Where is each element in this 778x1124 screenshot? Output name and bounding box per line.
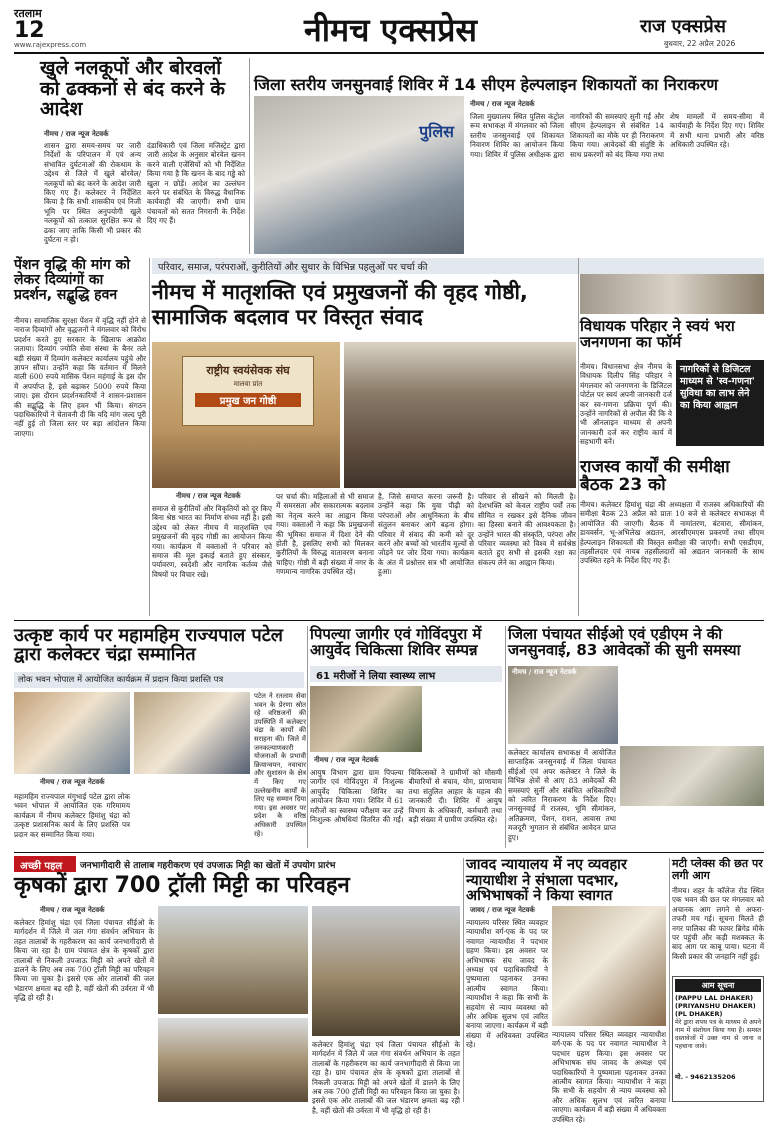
paper-title: नीमच एक्सप्रेस bbox=[304, 11, 478, 49]
police-badge-label: पुलिस bbox=[419, 122, 454, 141]
notice-line2: (PRIYANSHU DHAKER) bbox=[675, 1002, 756, 1010]
story9-headline: जिला पंचायत सीईओ एवं एडीएम ने की जनसुनवाई, 83 आवेदकों की सुनी समस्या bbox=[508, 625, 741, 660]
notice-body: मेरे द्वारा शपथ पत्र के माध्यम से अपने नाम में संशोधन किया गया है। समस्त दस्तावेजों में उक्त नाम से जाना व पहचाना जावे। bbox=[675, 1019, 761, 1050]
story9-body: कलेक्टर कार्यालय सभाकक्ष में आयोजित साप्ताहिक जनसुनवाई में जिला पंचायत सीईओ एवं अपर कलेक्टर ने जिले के विभिन्न क्षेत्रों से आए 83 आवेदकों की समस्याएं सुनीं और संबंधित अधिकारियों को त्वरित निराकरण के निर्देश दिए। जनसुनवाई में राजस्व, भूमि सीमांकन, अतिक्रमण, पेंशन, राशन, आवास तथा मजदूरी भुगतान से संबंधित आवेदन प्राप्त हुए। bbox=[508, 748, 616, 842]
story10-byline: नीमच / राज न्यूज नेटवर्क bbox=[40, 906, 105, 914]
story8-subhead: 61 मरीजों ने लिया स्वास्थ्य लाभ bbox=[310, 666, 502, 682]
story5-photo bbox=[580, 274, 764, 314]
story4-headline: नीमच में मातृशक्ति एवं प्रमुखजनों की वृहद गोष्ठी, सामाजिक बदलाव पर विस्तृत संवाद bbox=[152, 280, 528, 329]
masthead bbox=[14, 4, 764, 50]
divider bbox=[505, 626, 506, 848]
story1-body-a: शासन द्वारा समय-समय पर जारी निर्देशों के परिपालन में एवं अन्य संभावित दुर्घटनाओं की रोकथाम के उद्देश्य से जिले में खुले बोरवेल/नलकूपों को बंद करने के आदेश जारी किए गए हैं। कलेक्टर ने निर्देशित किया है कि सभी शासकीय एवं निजी भूमि पर स्थित अनुपयोगी खुले नलकूपों को तत्काल सुरक्षित रूप से ढका जाए ताकि किसी भी प्रकार की दुर्घटना न हो। bbox=[44, 141, 141, 245]
story2-body: जिला मुख्यालय स्थित पुलिस कंट्रोल रूम सभाकक्ष में मंगलवार को जिला स्तरीय जनसुनवाई एवं शिकायत निवारण शिविर का आयोजन किया गया। शिविर में पुलिस अधीक्षक द्वारा नागरिकों की समस्याएं सुनी गईं और सीएम हेल्पलाइन से संबंधित 14 शिकायतों का मौके पर ही निराकरण किया गया। आवेदकों की संतुष्टि के साथ प्रकरणों को बंद किया गया तथा शेष मामलों में समय-सीमा में कार्यवाही के निर्देश दिए गए। शिविर में सभी थाना प्रभारी और वरिष्ठ अधिकारी उपस्थित रहे। bbox=[470, 112, 764, 159]
story1-byline: नीमच / राज न्यूज नेटवर्क bbox=[44, 130, 109, 138]
story5-headline: विधायक परिहार ने स्वयं भरा जनगणना का फॉर्म bbox=[580, 317, 735, 352]
masthead-city: रतलाम bbox=[14, 7, 42, 20]
event-banner bbox=[182, 356, 314, 426]
story10-photo-1 bbox=[158, 906, 308, 1014]
website: www.rajexpress.com bbox=[14, 41, 87, 49]
public-notice bbox=[672, 976, 764, 1102]
story6-headline: राजस्व कार्यों की समीक्षा बैठक 23 को bbox=[580, 457, 730, 496]
divider bbox=[669, 858, 670, 1102]
divider bbox=[307, 626, 308, 848]
section-rule-low bbox=[14, 852, 764, 853]
story9-byline: नीमच / राज न्यूज नेटवर्क bbox=[512, 668, 577, 676]
story4-col3: है, जिसे समाप्त करना जरूरी है। उन्होंने कहा कि युवा पीढ़ी को परंपराओं और आधुनिकता के बीच संतुलन बनाकर आगे बढ़ना होगा। परिवार में संवाद की कमी को दूर करने और बच्चों को भारतीय मूल्यों से जोड़ने पर जोर दिया गया। कार्यक्रम के अंत में प्रश्नोत्तर सत्र भी आयोजित हुआ। bbox=[378, 492, 474, 577]
story8-byline: नीमच / राज न्यूज नेटवर्क bbox=[314, 756, 379, 764]
divider bbox=[578, 258, 579, 616]
story4-col2: पर चर्चा की। महिलाओं से भी समाज में समरसता और सकारात्मक बदलाव का नेतृत्व करने का आह्वान किया गया। वक्ताओं ने कहा कि प्रमुखजनों की भूमिका समाज में दिशा देने की होती है, इसलिए सभी को मिलकर कुरीतियों के विरुद्ध वातावरण बनाना चाहिए। गोष्ठी में बड़ी संख्या में नगर के गणमान्य नागरिक उपस्थित रहे। bbox=[276, 492, 374, 577]
story12-headline: मटी प्लेक्स की छत पर लगी आग bbox=[672, 857, 763, 882]
story9-photo-2 bbox=[620, 746, 764, 806]
story5-callout bbox=[676, 360, 764, 446]
banner-line2: मालवा प्रांत bbox=[233, 380, 263, 388]
story11-body: न्यायालय परिसर स्थित व्यवहार न्यायाधीश वर्ग-एक के पद पर नवागत न्यायाधीश ने पदभार ग्रहण किया। इस अवसर पर अभिभाषक संघ जावद के अध्यक्ष एवं पदाधिकारियों ने पुष्पमाला पहनाकर उनका आत्मीय स्वागत किया। न्यायाधीश ने कहा कि सभी के सहयोग से न्याय व्यवस्था को और अधिक सुलभ एवं त्वरित बनाया जाएगा। कार्यक्रम में बड़ी संख्या में अधिवक्ता उपस्थित रहे। bbox=[466, 918, 548, 1050]
story10-photo-2 bbox=[158, 1018, 308, 1102]
banner-line1: राष्ट्रीय स्वयंसेवक संघ bbox=[206, 364, 290, 377]
divider bbox=[463, 858, 464, 1102]
brand-name: राज एक्सप्रेस bbox=[640, 16, 726, 37]
good-initiative-tag: अच्छी पहल bbox=[14, 856, 76, 872]
story7-headline: उत्कृष्ट कार्य पर महामहिम राज्यपाल पटेल द्वारा कलेक्टर चंद्रा सम्मानित bbox=[14, 625, 283, 666]
story4-photo-audience bbox=[344, 342, 576, 488]
section-rule-mid bbox=[14, 620, 764, 621]
story8-headline: पिपल्या जागीर एवं गोविंदपुरा में आयुर्वेद चिकित्सा शिविर सम्पन्न bbox=[310, 625, 482, 660]
story4-col4: परिवार से सीखने को मिलती है। देशभक्ति को केवल राष्ट्रीय पर्वों तक सीमित न रखकर इसे दैनिक जीवन का हिस्सा बनाने की आवश्यकता है। उन्होंने भारत की संस्कृति, परंपरा और परिवार व्यवस्था को विश्व में सर्वश्रेष्ठ बताते हुए सभी से इसकी रक्षा का संकल्प लेने का आह्वान किया। bbox=[478, 492, 576, 567]
story8-body: आयुष विभाग द्वारा ग्राम पिपल्या जागीर एवं गोविंदपुरा में निःशुल्क आयुर्वेद चिकित्सा शिविर का आयोजन किया गया। शिविर में 61 मरीजों का स्वास्थ्य परीक्षण कर उन्हें निःशुल्क औषधियां वितरित की गईं। चिकित्सकों ने ग्रामीणों को मौसमी बीमारियों से बचाव, योग, प्राणायाम तथा संतुलित आहार के महत्व की जानकारी दी। शिविर में आयुष विभाग के अधिकारी, कर्मचारी तथा बड़ी संख्या में ग्रामीण उपस्थित रहे। bbox=[310, 768, 502, 825]
story7-photo-1 bbox=[14, 692, 130, 774]
story10-kicker: जनभागीदारी से तालाब गहरीकरण एवं उपजाऊ मिट्टी का खेतों में उपयोग प्रारंभ bbox=[80, 861, 336, 871]
story4-byline: नीमच / राज न्यूज नेटवर्क bbox=[176, 492, 241, 500]
story7-photo-2 bbox=[134, 692, 250, 774]
story5-callout-text: नागरिकों से डिजिटल माध्यम से 'स्व-गणना' सुविधा का लाभ लेने का किया आह्वान bbox=[680, 364, 755, 411]
story7-body-a: महामहिम राज्यपाल मंगुभाई पटेल द्वारा लोक भवन भोपाल में आयोजित एक गरिमामय कार्यक्रम में नीमच कलेक्टर हिमांशु चंद्रा को उत्कृष्ट प्रशासनिक कार्य के लिए प्रशस्ति पत्र प्रदान कर सम्मानित किया गया। bbox=[14, 792, 130, 839]
story2-photo bbox=[254, 96, 464, 254]
story11-body-cont: न्यायालय परिसर स्थित व्यवहार न्यायाधीश वर्ग-एक के पद पर नवागत न्यायाधीश ने पदभार ग्रहण किया। इस अवसर पर अभिभाषक संघ जावद के अध्यक्ष एवं पदाधिकारियों ने पुष्पमाला पहनाकर उनका आत्मीय स्वागत किया। न्यायाधीश ने कहा कि सभी के सहयोग से न्याय व्यवस्था को और अधिक सुलभ एवं त्वरित बनाया जाएगा। कार्यक्रम में बड़ी संख्या में अधिवक्ता उपस्थित रहे। bbox=[552, 1030, 666, 1124]
story10-photo-3 bbox=[312, 906, 460, 1036]
story3-body: नीमच। सामाजिक सुरक्षा पेंशन में वृद्धि नहीं होने से नाराज दिव्यांगों और वृद्धजनों ने मंगलवार को विरोध प्रदर्शन करते हुए सरकार के खिलाफ आक्रोश जताया। दिव्यांग ज्योति सेवा संस्था के बैनर तले बड़ी संख्या में दिव्यांग कलेक्टर कार्यालय पहुंचे और ज्ञापन सौंपा। उन्होंने कहा कि वर्तमान में मिलने वाली 600 रुपये मासिक पेंशन महंगाई के इस दौर में अपर्याप्त है, इसे बढ़ाकर 5000 रुपये किया जाए। इस दौरान प्रदर्शनकारियों ने शासन-प्रशासन की सद्बुद्धि के लिए हवन भी किया। संगठन पदाधिकारियों ने चेतावनी दी कि यदि मांग जल्द पूरी नहीं हुई तो जिला स्तर पर बड़ा आंदोलन किया जाएगा। bbox=[14, 316, 146, 438]
story4-col1: समाज से कुरीतियों और विकृतियों को दूर किए बिना श्रेष्ठ भारत का निर्माण संभव नहीं है। इसी उद्देश्य को लेकर नीमच में मातृशक्ति एवं प्रमुखजनों की वृहद गोष्ठी का आयोजन किया गया। कार्यक्रम में वक्ताओं ने परिवार को समाज की मूल इकाई बताते हुए संस्कार, पर्यावरण, स्वदेशी और नागरिक कर्तव्य जैसे विषयों पर विचार रखे। bbox=[152, 504, 272, 579]
banner-line3: प्रमुख जन गोष्ठी bbox=[195, 393, 301, 407]
story7-body-b: पटेल ने रतलाम सेवा भवन के प्रेरणा स्रोत रहे वरिष्ठजनों की उपस्थिति में कलेक्टर चंद्रा के कार्यों की सराहना की। जिले में जनकल्याणकारी योजनाओं के प्रभावी क्रियान्वयन, नवाचार और सुशासन के क्षेत्र में किए गए उल्लेखनीय कार्यों के लिए यह सम्मान दिया गया। इस अवसर पर प्रदेश के वरिष्ठ अधिकारी उपस्थित रहे। bbox=[254, 692, 306, 838]
story11-byline: जावद / राज न्यूज नेटवर्क bbox=[470, 906, 535, 914]
notice-line3: (PL DHAKER) bbox=[675, 1010, 723, 1018]
story2-headline: जिला स्तरीय जनसुनवाई शिविर में 14 सीएम हेल्पलाइन शिकायतों का निराकरण bbox=[254, 75, 718, 94]
notice-phone: मो. - 9462135206 bbox=[675, 1073, 736, 1081]
story8-photo bbox=[310, 686, 422, 752]
story10-body-cont: कलेक्टर हिमांशु चंद्रा एवं जिला पंचायत सीईओ के मार्गदर्शन में जिले में जल गंगा संवर्धन अभियान के तहत तालाबों के गहरीकरण का कार्य जनभागीदारी से किया जा रहा है। ग्राम पंचायत क्षेत्र के कृषकों द्वारा तालाबों से निकली उपजाऊ मिट्टी को अपने खेतों में डालने के लिए अब तक 700 ट्रॉली मिट्टी का परिवहन किया जा चुका है। इससे एक ओर तालाबों की जल भंडारण क्षमता बढ़ रही है, वहीं खेतों की उर्वरता में भी वृद्धि हो रही है। bbox=[312, 1040, 460, 1115]
story7-tagline: लोक भवन भोपाल में आयोजित कार्यक्रम में प्रदान किया प्रशस्ति पत्र bbox=[14, 672, 304, 688]
issue-date: बुधवार, 22 अप्रैल 2026 bbox=[664, 39, 736, 48]
story6-body: नीमच। कलेक्टर हिमांशु चंद्रा की अध्यक्षता में राजस्व अधिकारियों की समीक्षा बैठक 23 अप्रैल को प्रातः 10 बजे से कलेक्टर सभाकक्ष में आयोजित की जाएगी। बैठक में नामांतरण, बंटवारा, सीमांकन, डायवर्सन, भू-अभिलेख अद्यतन, आरसीएमएस प्रकरणों तथा सीएम हेल्पलाइन शिकायतों की विस्तृत समीक्षा की जाएगी। सभी एसडीएम, तहसीलदार एवं नायब तहसीलदारों को अद्यतन जानकारी के साथ उपस्थित रहने के निर्देश दिए गए हैं। bbox=[580, 500, 764, 566]
page-number: 12 bbox=[14, 18, 45, 43]
story11-photo bbox=[552, 906, 666, 1026]
story10-headline: कृषकों द्वारा 700 ट्रॉली मिट्टी का परिवहन bbox=[14, 873, 350, 898]
story5-body: नीमच। विधानसभा क्षेत्र नीमच के विधायक दिलीप सिंह परिहार ने मंगलवार को जनगणना के डिजिटल पोर्टल पर स्वयं अपनी जानकारी दर्ज कर स्व-गणना प्रक्रिया पूर्ण की। उन्होंने नागरिकों से अपील की कि वे भी ऑनलाइन माध्यम से अपनी जानकारी दर्ज कर राष्ट्रीय कार्य में सहभागी बनें। bbox=[580, 362, 672, 447]
story1-body-b: दंडाधिकारी एवं जिला मजिस्ट्रेट द्वारा जारी आदेश के अनुसार बोरवेल खनन करने वाली एजेंसियों को भी निर्देशित किया गया है कि खनन के बाद गड्ढे को खुला न छोड़ें। आदेश का उल्लंघन करने पर संबंधित के विरुद्ध वैधानिक कार्यवाही की जाएगी। सभी ग्राम पंचायतों को सतत निगरानी के निर्देश दिए गए हैं। bbox=[147, 141, 245, 226]
story9-photo-1 bbox=[508, 666, 618, 744]
story11-headline: जावद न्यायालय में नए व्यवहार न्यायाधीश ने संभाला पदभार, अभिभाषकों ने किया स्वागत bbox=[466, 857, 627, 905]
discussion-tagline: परिवार, समाज, परंपराओं, कुरीतियों और सुधार के विभिन्न पहलुओं पर चर्चा की bbox=[152, 258, 764, 274]
story2-byline: नीमच / राज न्यूज नेटवर्क bbox=[470, 100, 535, 108]
divider bbox=[149, 258, 150, 616]
story4-photo-stage bbox=[152, 342, 340, 488]
story12-body: नीमच। शहर के कॉलेज रोड स्थित एक भवन की छत पर मंगलवार को अचानक आग लगने से अफरा-तफरी मच गई। सूचना मिलते ही नगर पालिका की फायर ब्रिगेड मौके पर पहुंची और कड़ी मशक्कत के बाद आग पर काबू पाया। घटना में किसी प्रकार की जनहानि नहीं हुई। bbox=[672, 886, 764, 961]
divider bbox=[249, 58, 250, 254]
story7-byline: नीमच / राज न्यूज नेटवर्क bbox=[40, 778, 105, 786]
notice-title: आम सूचना bbox=[675, 979, 761, 992]
story10-body: कलेक्टर हिमांशु चंद्रा एवं जिला पंचायत सीईओ के मार्गदर्शन में जिले में जल गंगा संवर्धन अभियान के तहत तालाबों के गहरीकरण का कार्य जनभागीदारी से किया जा रहा है। ग्राम पंचायत क्षेत्र के कृषकों द्वारा तालाबों से निकली उपजाऊ मिट्टी को अपने खेतों में डालने के लिए अब तक 700 ट्रॉली मिट्टी का परिवहन किया जा चुका है। इससे एक ओर तालाबों की जल भंडारण क्षमता बढ़ रही है, वहीं खेतों की उर्वरता में भी वृद्धि हो रही है। bbox=[14, 918, 154, 1003]
story3-headline: पेंशन वृद्धि की मांग को लेकर दिव्यांगों का प्रदर्शन, सद्बुद्धि हवन bbox=[14, 257, 130, 304]
story1-headline: खुले नलकूपों और बोरवलों को ढक्कनों से बंद करने के आदेश bbox=[40, 57, 225, 121]
masthead-rule bbox=[14, 52, 764, 54]
notice-line1: (PAPPU LAL DHAKER) bbox=[675, 994, 754, 1002]
